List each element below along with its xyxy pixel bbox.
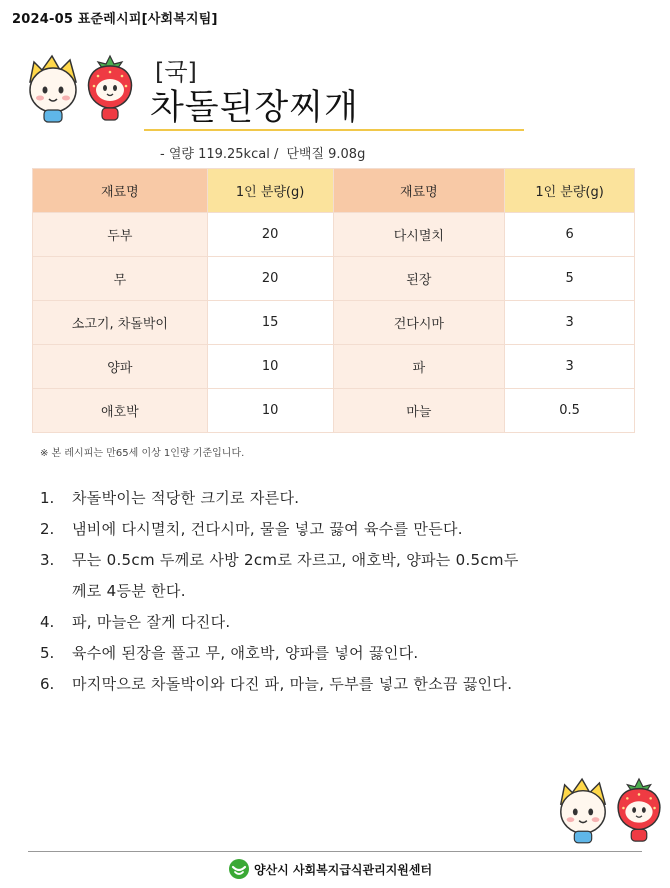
ingredient-amount: 20 — [207, 257, 333, 301]
ingredients-table — [32, 168, 635, 433]
step-number: 6. — [40, 675, 55, 693]
table-row — [33, 213, 635, 257]
ingredient-name: 마늘 — [333, 389, 505, 433]
ingredient-name: 파 — [333, 345, 505, 389]
ingredient-amount: 5 — [505, 257, 635, 301]
protein-value: 단백질 9.08g — [286, 147, 366, 162]
step-number: 1. — [40, 489, 55, 507]
ingredient-name: 다시멸치 — [333, 213, 505, 257]
ingredient-amount: 10 — [207, 345, 333, 389]
strawberry-mascot-icon — [84, 52, 136, 124]
calories-value: - 열량 119.25kcal / — [160, 147, 279, 162]
footer-org-name: 양산시 사회복지급식관리지원센터 — [254, 862, 433, 877]
list-item — [40, 545, 647, 607]
ingredient-amount: 3 — [505, 345, 635, 389]
cooking-steps — [40, 483, 647, 700]
table-row — [33, 301, 635, 345]
ingredient-name: 된장 — [333, 257, 505, 301]
step-text: 차돌박이는 적당한 크기로 자른다. — [72, 489, 300, 507]
recipe-note: ※ 본 레시피는 만65세 이상 1인량 기준입니다. — [40, 448, 245, 459]
list-item — [40, 607, 647, 638]
ingredient-name: 건다시마 — [333, 301, 505, 345]
ingredient-amount: 15 — [207, 301, 333, 345]
ingredient-name: 무 — [33, 257, 208, 301]
ingredient-amount: 10 — [207, 389, 333, 433]
table-row — [33, 389, 635, 433]
list-item — [40, 638, 647, 669]
dish-title: 차돌된장찌개 — [150, 88, 359, 128]
ingredient-amount: 3 — [505, 301, 635, 345]
recipe-category: [국] — [155, 58, 197, 86]
strawberry-mascot-icon — [613, 775, 665, 845]
ingredient-amount: 20 — [207, 213, 333, 257]
nutrition-info — [160, 143, 373, 162]
mascot-illustration-top — [24, 52, 136, 124]
header-ingredient-name: 재료명 — [33, 169, 208, 213]
list-item — [40, 514, 647, 545]
footer-divider — [28, 851, 642, 852]
header-ingredient-name: 재료명 — [333, 169, 505, 213]
step-number: 2. — [40, 520, 55, 538]
table-row — [33, 345, 635, 389]
center-logo-icon — [228, 858, 250, 880]
step-number: 5. — [40, 644, 55, 662]
step-number: 3. — [40, 551, 55, 569]
step-text: 마지막으로 차돌박이와 다진 파, 마늘, 두부를 넣고 한소끔 끓인다. — [72, 675, 513, 693]
step-text: 냄비에 다시멸치, 건다시마, 물을 넣고 끓여 육수를 만든다. — [72, 520, 463, 538]
step-text: 무는 0.5cm 두께로 사방 2cm로 자르고, 애호박, 양파는 0.5cm두께로 4등분 한다. — [72, 551, 519, 600]
table-row — [33, 257, 635, 301]
egg-mascot-icon — [555, 775, 611, 845]
step-number: 4. — [40, 613, 55, 631]
footer — [228, 858, 432, 880]
title-underline — [144, 129, 524, 131]
mascot-illustration-bottom — [555, 775, 665, 845]
ingredient-name: 양파 — [33, 345, 208, 389]
ingredient-amount: 0.5 — [505, 389, 635, 433]
header-amount: 1인 분량(g) — [207, 169, 333, 213]
step-text: 파, 마늘은 잘게 다진다. — [72, 613, 231, 631]
step-text: 육수에 된장을 풀고 무, 애호박, 양파를 넣어 끓인다. — [72, 644, 419, 662]
ingredient-name: 두부 — [33, 213, 208, 257]
ingredient-amount: 6 — [505, 213, 635, 257]
list-item — [40, 483, 647, 514]
header-amount: 1인 분량(g) — [505, 169, 635, 213]
ingredient-name: 소고기, 차돌박이 — [33, 301, 208, 345]
list-item — [40, 669, 647, 700]
document-header-label: 2024-05 표준레시피[사회복지팀] — [12, 12, 218, 27]
egg-mascot-icon — [24, 52, 82, 124]
table-header-row — [33, 169, 635, 213]
ingredient-name: 애호박 — [33, 389, 208, 433]
